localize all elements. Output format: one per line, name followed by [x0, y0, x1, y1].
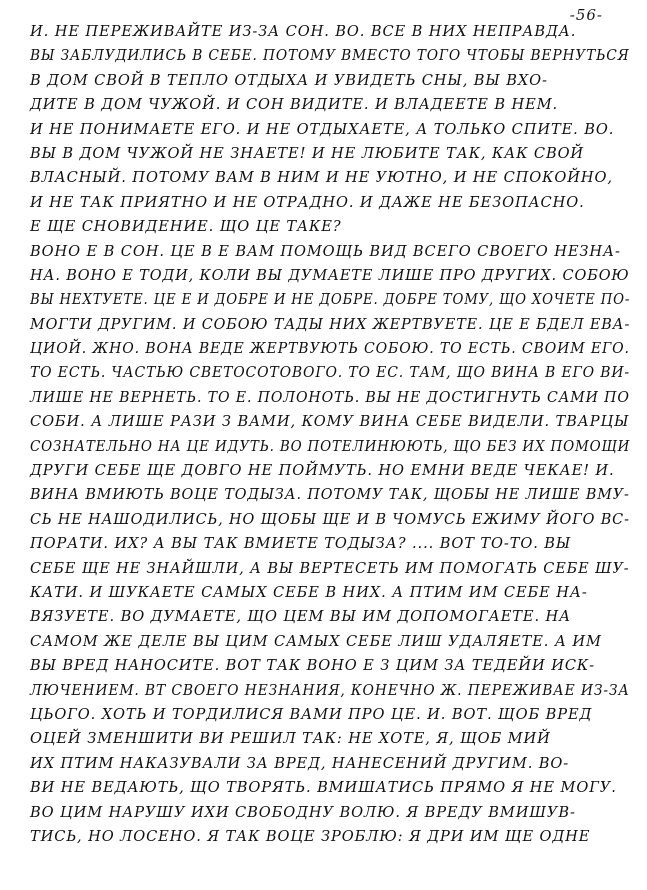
- text-line: ВЫ НЕХТУЕТЕ. ЦЕ Е И ДОБРЕ И НЕ ДОБРЕ. ДОБРЕ ТОМУ, ЩО ХОЧЕТЕ ПО-: [30, 291, 631, 309]
- text-line: МОГТИ ДРУГИМ. И СОБОЮ ТАДЫ НИХ ЖЕРТВУЕТЕ. ЦЕ Е БДЕЛ ЕВА-: [30, 315, 631, 333]
- handwritten-text-block: [30, 20, 630, 849]
- text-line: ЦИОЙ. ЖНО. ВОНА ВЕДЕ ЖЕРТВУЮТЬ СОБОЮ. ТО ЕСТЬ. СВОИМ ЕГО.: [30, 340, 630, 358]
- text-line: И НЕ ПОНИМАЕТЕ ЕГО. И НЕ ОТДЫХАЕТЕ, А ТОЛЬКО СПИТЕ. ВО.: [30, 120, 615, 138]
- text-line: ТО ЕСТЬ. ЧАСТЬЮ СВЕТОСОТОВОГО. ТО ЕС. ТАМ, ЩО ВИНА В ЕГО ВИ-: [30, 364, 631, 382]
- text-line: ДИТЕ В ДОМ ЧУЖОЙ. И СОН ВИДИТЕ. И ВЛАДЕЕТЕ В НЕМ.: [30, 96, 559, 114]
- text-line: ВИНА ВМИЮТЬ ВОЦЕ ТОДЫЗА. ПОТОМУ ТАК, ЩОБЫ НЕ ЛИШЕ ВМУ-: [30, 486, 630, 504]
- text-line: ОЦЕЙ ЗМЕНШИТИ ВИ РЕШИЛ ТАК: НЕ ХОТЕ, Я, ЩОБ МИЙ: [30, 730, 551, 748]
- text-line: ВЛАСНЫЙ. ПОТОМУ ВАМ В НИМ И НЕ УЮТНО, И НЕ СПОКОЙНО,: [30, 169, 613, 187]
- text-line: НА. ВОНО Е ТОДИ, КОЛИ ВЫ ДУМАЕТЕ ЛИШЕ ПРО ДРУГИХ. СОБОЮ: [30, 266, 630, 284]
- text-line: Е ЩЕ СНОВИДЕНИЕ. ЩО ЦЕ ТАКЕ?: [30, 218, 342, 236]
- text-line: СОЗНАТЕЛЬНО НА ЦЕ ИДУТЬ. ВО ПОТЕЛИНЮЮТЬ, ЩО БЕЗ ИХ ПОМОЩИ: [30, 437, 631, 455]
- text-line: САМОМ ЖЕ ДЕЛЕ ВЫ ЦИМ САМЫХ СЕБЕ ЛИШ УДАЛЯЕТЕ. А ИМ: [30, 632, 602, 650]
- page-number: -56-: [569, 6, 603, 24]
- text-line: И НЕ ТАК ПРИЯТНО И НЕ ОТРАДНО. И ДАЖЕ НЕ БЕЗОПАСНО.: [30, 193, 585, 211]
- text-line: ВЫ ЗАБЛУДИЛИСЬ В СЕБЕ. ПОТОМУ ВМЕСТО ТОГО ЧТОБЫ ВЕРНУТЬСЯ: [30, 47, 630, 65]
- text-line: ВЫ ВРЕД НАНОСИТЕ. ВОТ ТАК ВОНО Е З ЦИМ ЗА ТЕДЕЙИ ИСК-: [30, 657, 595, 675]
- text-line: ВО ЦИМ НАРУШУ ИХИ СВОБОДНУ ВОЛЮ. Я ВРЕДУ ВМИШУВ-: [30, 803, 576, 821]
- text-line: ЛЮЧЕНИЕМ. ВТ СВОЕГО НЕЗНАНИЯ, КОНЕЧНО Ж. ПЕРЕЖИВАЕ ИЗ-ЗА: [30, 681, 630, 699]
- text-line: ВЯЗУЕТЕ. ВО ДУМАЕТЕ, ЩО ЦЕМ ВЫ ИМ ДОПОМОГАЕТЕ. НА: [30, 608, 572, 626]
- text-line: ТИСЬ, НО ЛОСЕНО. Я ТАК ВОЦЕ ЗРОБЛЮ: Я ДРИ ИМ ЩЕ ОДНЕ: [30, 827, 591, 845]
- text-line: И. НЕ ПЕРЕЖИВАЙТЕ ИЗ-ЗА СОН. ВО. ВСЕ В НИХ НЕПРАВДА.: [30, 23, 577, 40]
- text-line: ДРУГИ СЕБЕ ЩЕ ДОВГО НЕ ПОЙМУТЬ. НО ЕМНИ ВЕДЕ ЧЕКАЕ! И.: [30, 462, 615, 480]
- text-line: ВЫ В ДОМ ЧУЖОЙ НЕ ЗНАЕТЕ! И НЕ ЛЮБИТЕ ТАК, КАК СВОЙ: [30, 144, 585, 162]
- text-line: ПОРАТИ. ИХ? А ВЫ ТАК ВМИЕТЕ ТОДЫЗА? .... ВОТ ТО-ТО. ВЫ: [30, 535, 572, 553]
- text-line: ВИ НЕ ВЕДАЮТЬ, ЩО ТВОРЯТЬ. ВМИШАТИСЬ ПРЯМО Я НЕ МОГУ.: [30, 779, 617, 797]
- text-line: СЬ НЕ НАШОДИЛИСЬ, НО ЩОБЫ ЩЕ И В ЧОМУСЬ ЕЖИМУ ЙОГО ВС-: [30, 510, 630, 528]
- text-line: СЕБЕ ЩЕ НЕ ЗНАЙШЛИ, А ВЫ ВЕРТЕСЕТЬ ИМ ПОМОГАТЬ СЕБЕ ШУ-: [30, 559, 630, 577]
- text-line: ЛИШЕ НЕ ВЕРНЕТЬ. ТО Е. ПОЛОНОТЬ. ВЫ НЕ ДОСТИГНУТЬ САМИ ПО: [30, 388, 630, 406]
- text-line: ЦЬОГО. ХОТЬ И ТОРДИЛИСЯ ВАМИ ПРО ЦЕ. И. ВОТ. ЩОБ ВРЕД: [30, 705, 593, 723]
- text-line: ИХ ПТИМ НАКАЗУВАЛИ ЗА ВРЕД, НАНЕСЕНИЙ ДРУГИМ. ВО-: [30, 754, 570, 772]
- text-line: КАТИ. И ШУКАЕТЕ САМЫХ СЕБЕ В НИХ. А ПТИМ ИМ СЕБЕ НА-: [30, 583, 588, 601]
- text-line: ВОНО Е В СОН. ЦЕ В Е ВАМ ПОМОЩЬ ВИД ВСЕГО СВОЕГО НЕЗНА-: [30, 242, 621, 260]
- text-line: СОБИ. А ЛИШЕ РАЗИ З ВАМИ, КОМУ ВИНА СЕБЕ ВИДЕЛИ. ТВАРЦЫ: [30, 413, 630, 431]
- text-line: В ДОМ СВОЙ В ТЕПЛО ОТДЫХА И УВИДЕТЬ СНЫ, ВЫ ВХО-: [30, 71, 548, 89]
